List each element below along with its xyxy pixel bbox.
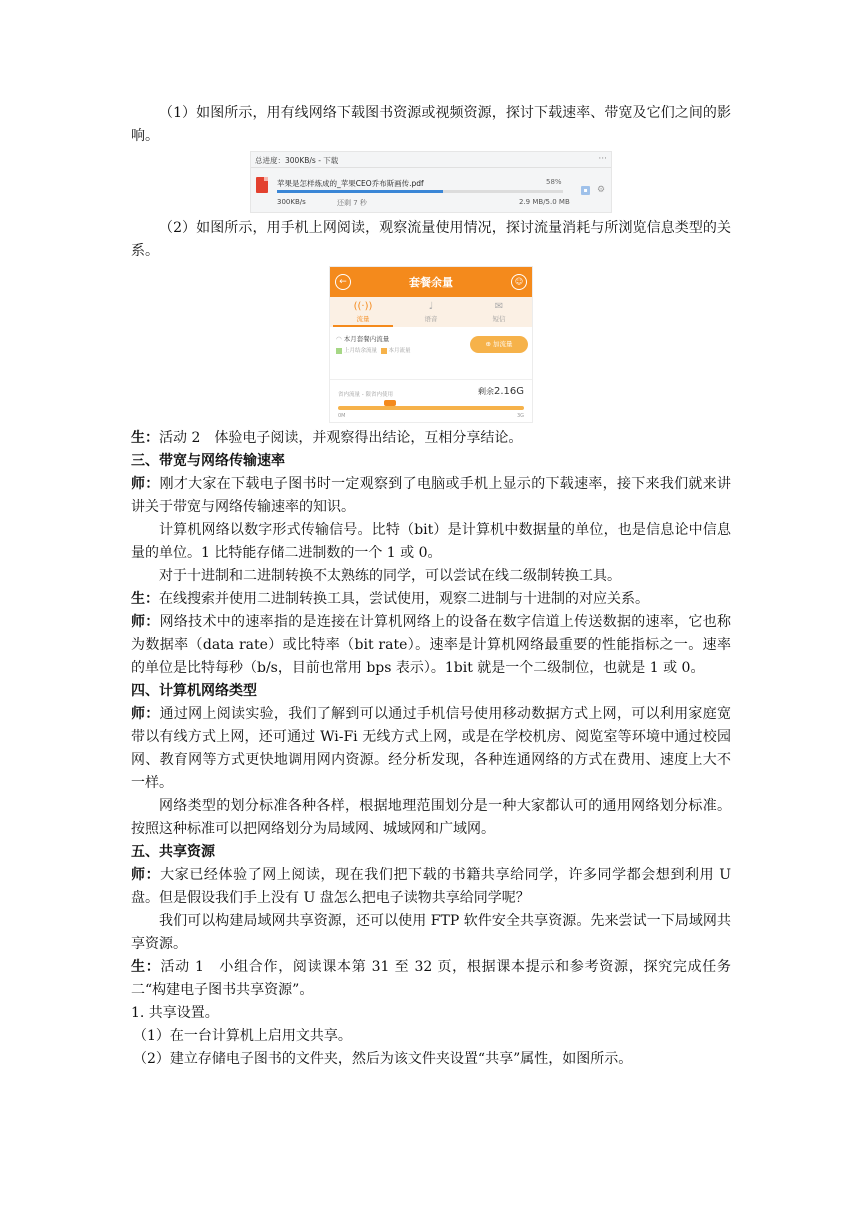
phone-tab-bar: [330, 297, 532, 327]
document-body: [131, 102, 731, 1071]
legend-label-2: 本月流量: [388, 348, 411, 354]
axis-min: 0M: [338, 413, 346, 419]
teacher-paragraph-1: [131, 473, 731, 519]
tab-sms-label: 短信: [492, 315, 506, 323]
download-percent: 58%: [546, 178, 562, 186]
user-icon[interactable]: ☺: [511, 274, 527, 290]
download-figure-wrap: [131, 151, 731, 213]
speaker-label: 师：: [131, 867, 161, 883]
legend-swatch-1: [336, 348, 342, 354]
section-title-text: 本月套餐内流量: [343, 335, 390, 343]
teacher-paragraph-3: [131, 703, 731, 795]
signal-icon: ◠: [336, 335, 344, 343]
speaker-label: 师：: [131, 476, 160, 492]
download-speed: 300KB/s: [277, 198, 306, 206]
remaining-value: 2.16G: [493, 386, 524, 397]
more-icon[interactable]: ⚙: [597, 185, 606, 195]
list-item-1: 1. 共享设置。: [131, 1005, 219, 1021]
speaker-label: 生：: [131, 430, 159, 446]
student-activity-2: [131, 427, 731, 450]
teacher-text: 刚才大家在下载电子图书时一定观察到了电脑或手机上显示的下载速率，接下来我们就来讲讲关于带宽与网络传输速率的知识。: [131, 476, 732, 515]
teacher-text: 网络技术中的速率指的是连接在计算机网络上的设备在数字信道上传送数据的速率，它也称为数据率（data rate）或比特率（bit rate）。速率是计算机网络最重要的性能指标之一。速率的单位是比特每秒（b/s，目前也常用 bps 表示）。1bit 就是一个二级制位，也就是 1 或 0。: [131, 614, 732, 676]
phone-figure-wrap: [131, 266, 731, 423]
phone-figure: [329, 266, 533, 423]
download-progress-bar: [277, 190, 563, 193]
speaker-label: 生：: [131, 959, 161, 975]
list-item-1-1: （1）在一台计算机上启用文共享。: [133, 1028, 352, 1044]
student-text: 活动 1 小组合作，阅读课本第 31 至 32 页，根据课本提示和参考资源，探究完成任务二“构建电子图书共享资源”。: [131, 959, 732, 998]
download-size: 2.9 MB/5.0 MB: [519, 198, 570, 206]
paragraph-activity-2: （2）如图所示，用手机上网阅读，观察流量使用情况，探讨流量消耗与所浏览信息类型的关系。: [131, 220, 731, 259]
student-paragraph-3: [131, 956, 731, 1002]
teacher-paragraph-2: [131, 611, 731, 680]
phone-title: 套餐余量: [409, 276, 453, 289]
legend-label-1: 上月结余流量: [344, 348, 378, 354]
tab-data[interactable]: [333, 300, 393, 323]
teacher-text: 大家已经体验了网上阅读，现在我们把下载的书籍共享给同学，许多同学都会想到利用 U 盘。但是假设我们手上没有 U 盘怎么把电子读物共享给同学呢？: [131, 867, 732, 906]
divider: [251, 167, 611, 168]
download-header: 总进度：300KB/s - 下载: [255, 156, 339, 165]
envelope-icon: ✉: [494, 301, 504, 312]
paragraph-network-types: 网络类型的划分标准各种各样，根据地理范围划分是一种大家都认可的通用网络划分标准。按照这种标准可以把网络划分为局域网、城域网和广域网。: [131, 798, 731, 837]
tab-voice[interactable]: [401, 300, 461, 323]
remaining-prefix: 剩余: [477, 387, 494, 396]
student-text: 在线搜索并使用二进制转换工具，尝试使用，观察二进制与十进制的对应关系。: [159, 591, 649, 607]
speaker-label: 生：: [131, 591, 159, 607]
divider: [330, 379, 532, 380]
speaker-label: 师：: [131, 706, 160, 722]
student-text: 活动 2 体验电子阅读，并观察得出结论，互相分享结论。: [159, 430, 523, 446]
paragraph-lan-share: 我们可以构建局域网共享资源，还可以使用 FTP 软件安全共享资源。先来尝试一下局域网共享资源。: [131, 913, 731, 952]
student-paragraph-2: [131, 588, 731, 611]
speaker-label: 师：: [131, 614, 160, 630]
paragraph-activity-1: （1）如图所示，用有线网络下载图书资源或视频资源，探讨下载速率、带宽及它们之间的影响。: [131, 105, 731, 144]
download-figure: [250, 151, 612, 213]
usage-bar: [338, 406, 524, 410]
wifi-signal-icon: ((·)): [353, 301, 373, 312]
used-marker: [384, 400, 396, 406]
section-heading-4: 四、计算机网络类型: [131, 683, 257, 699]
paragraph-converter: 对于十进制和二进制转换不太熟练的同学，可以尝试在线二级制转换工具。: [159, 568, 621, 584]
microphone-icon: ♩: [428, 301, 434, 312]
menu-icon[interactable]: ···: [598, 154, 607, 164]
download-filename: 苹果是怎样炼成的_苹果CEO乔布斯画传.pdf: [277, 179, 424, 188]
folder-icon[interactable]: ▪: [581, 186, 590, 195]
section-title: [336, 334, 389, 343]
tab-data-label: 流量: [356, 315, 370, 323]
active-tab-indicator: [333, 325, 393, 327]
add-data-button-label: 加流量: [493, 340, 513, 348]
teacher-paragraph-4: [131, 864, 731, 910]
legend: [336, 346, 411, 354]
back-arrow-icon[interactable]: ←: [335, 274, 351, 290]
list-item-1-2: （2）建立存储电子图书的文件夹，然后为该文件夹设置“共享”属性，如图所示。: [133, 1051, 633, 1067]
pdf-file-icon: [256, 177, 268, 193]
download-time-left: 还剩 7 秒: [337, 199, 367, 207]
download-progress-fill: [277, 190, 443, 193]
add-data-button[interactable]: ⊕ 加流量: [470, 336, 528, 353]
section-heading-5: 五、共享资源: [131, 844, 215, 860]
tab-voice-label: 语音: [424, 315, 438, 323]
section-heading-3: 三、带宽与网络传输速率: [131, 453, 285, 469]
axis-max: 3G: [516, 413, 524, 419]
remaining-readout: [478, 386, 524, 397]
usage-label: 省内流量 - 限省内使用: [338, 392, 393, 398]
paragraph-bit: 计算机网络以数字形式传输信号。比特（bit）是计算机中数据量的单位，也是信息论中信息量的单位。1 比特能存储二进制数的一个 1 或 0。: [131, 522, 731, 561]
tab-sms[interactable]: [469, 300, 529, 323]
legend-swatch-2: [381, 348, 387, 354]
teacher-text: 通过网上阅读实验，我们了解到可以通过手机信号使用移动数据方式上网，可以利用家庭宽带以有线方式上网，还可通过 Wi-Fi 无线方式上网，或是在学校机房、阅览室等环境中通过校园网、教育网等方式更快地调用网内资源。经分析发现，各种连通网络的方式在费用、速度上大不一样。: [131, 706, 732, 791]
